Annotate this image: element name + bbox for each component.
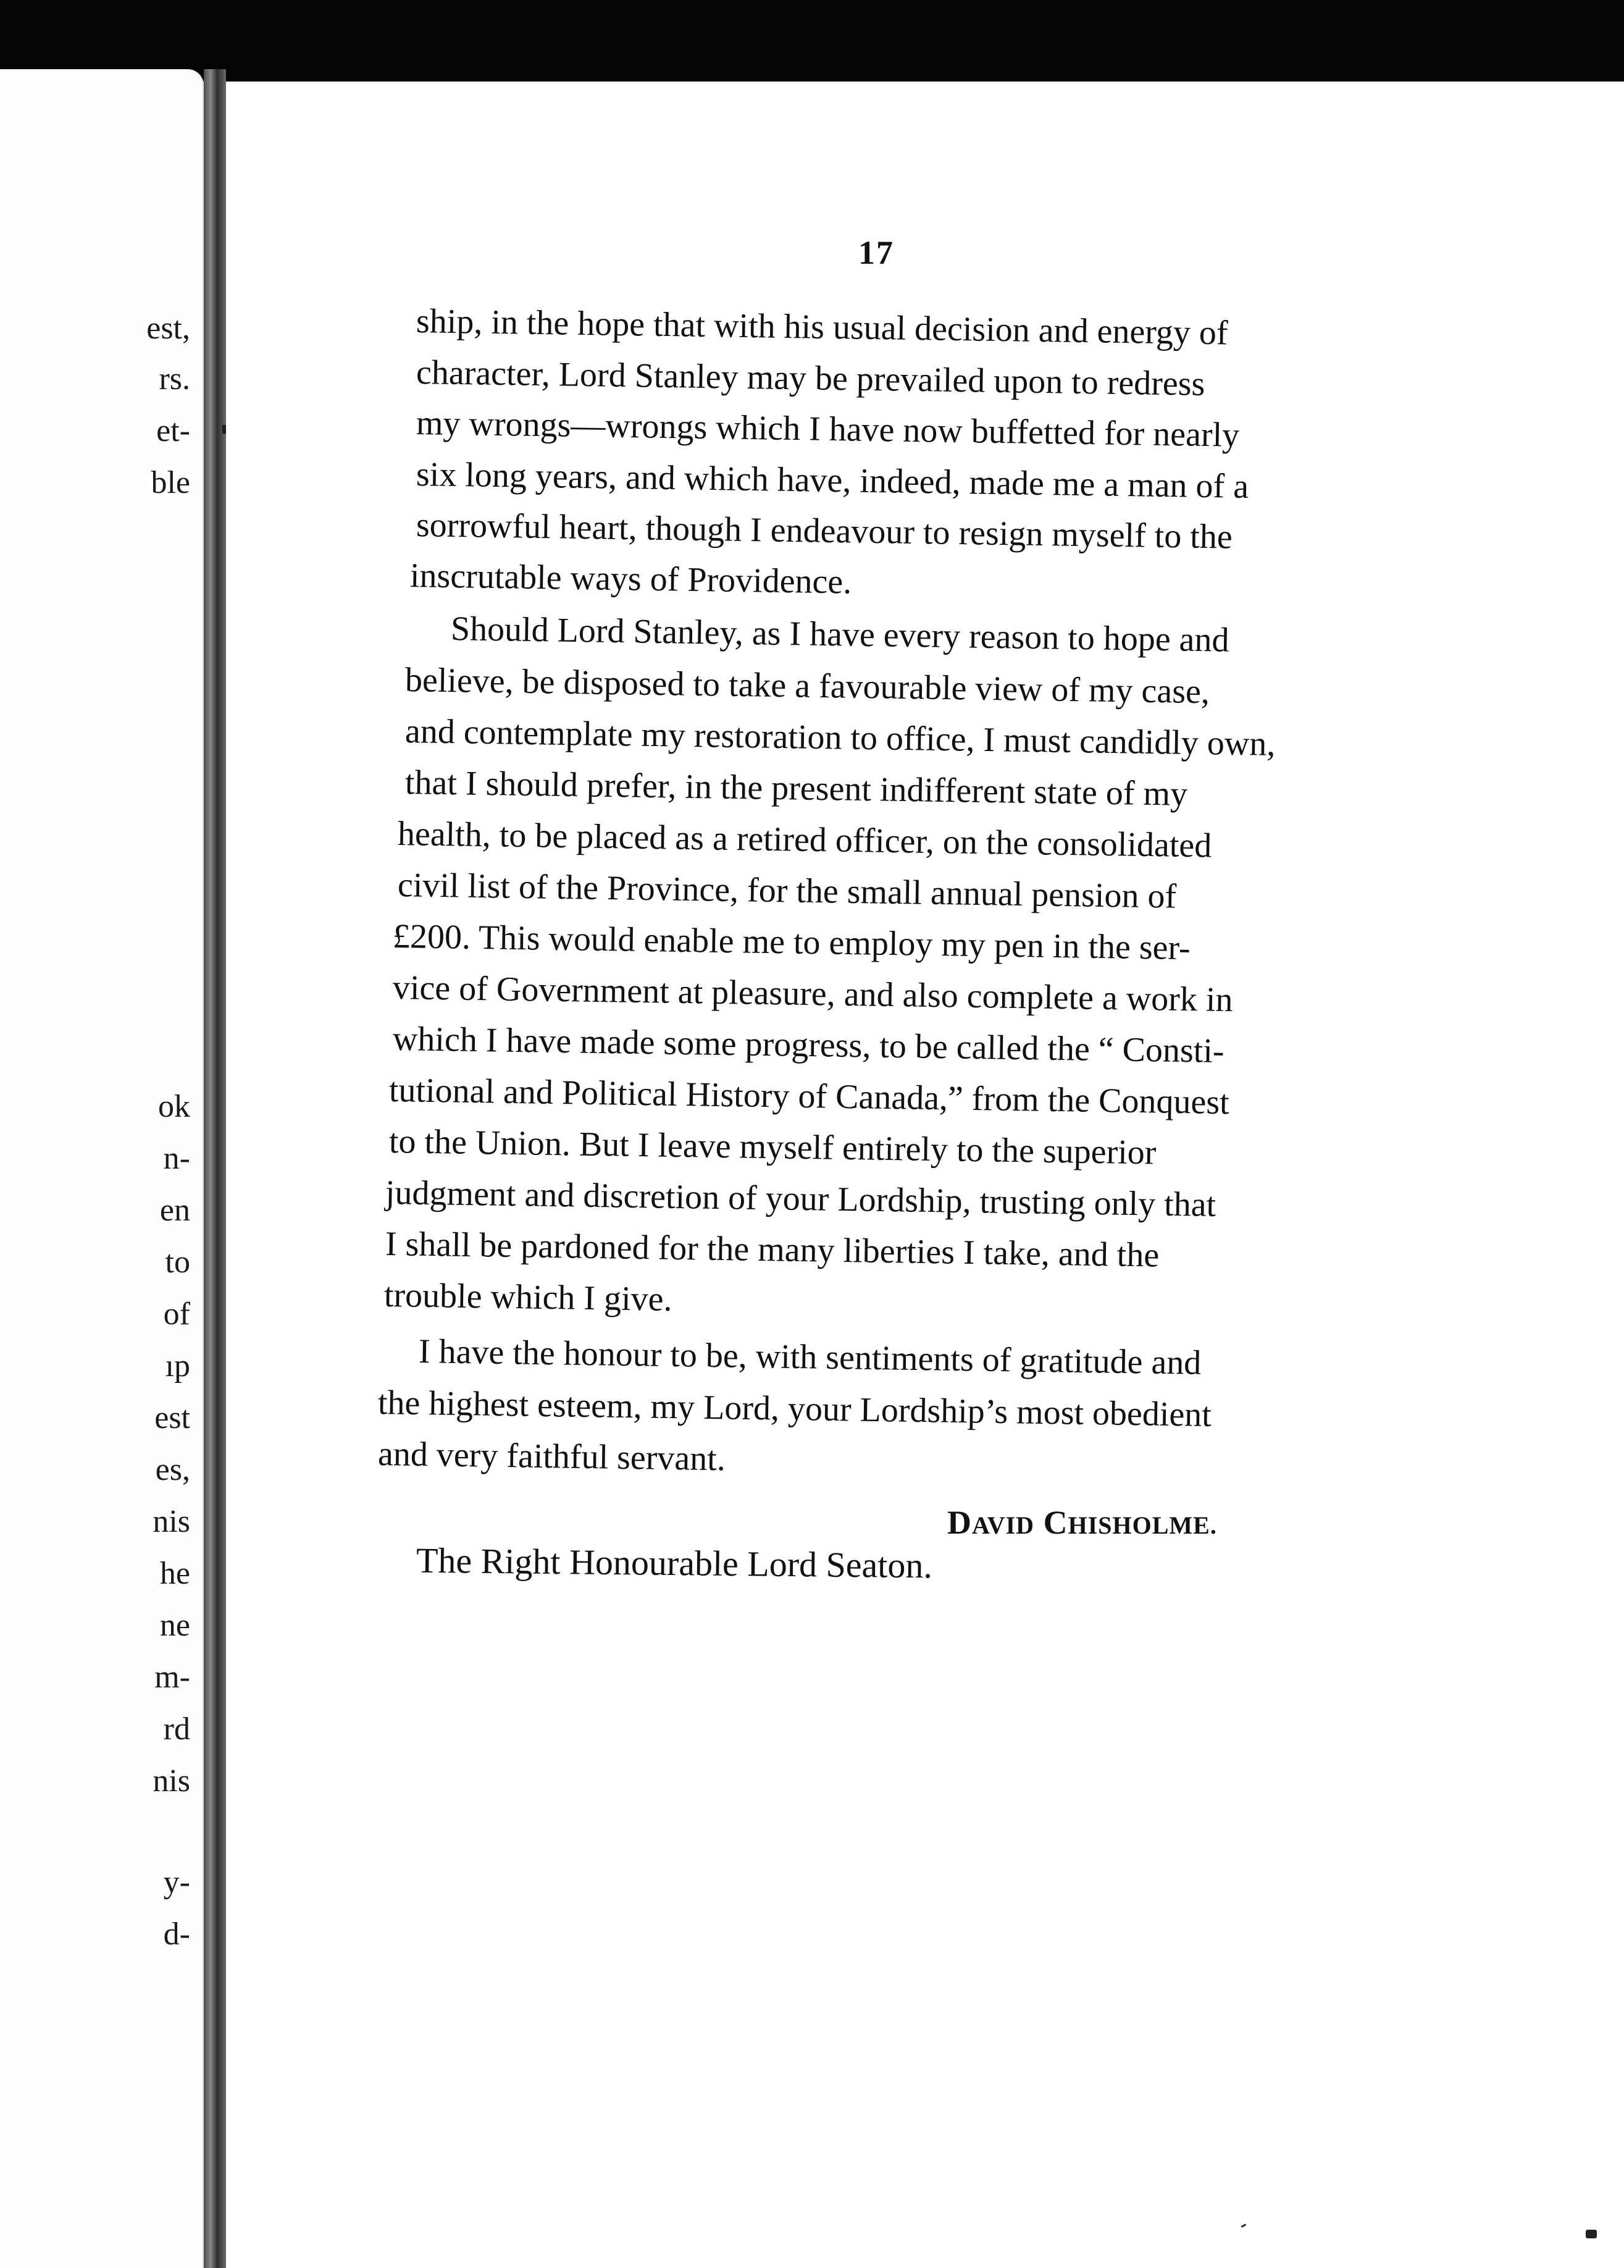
left-page-fragment: es, bbox=[155, 1452, 190, 1487]
left-page-fragment: ne bbox=[159, 1608, 190, 1643]
signature-initial: C bbox=[1043, 1504, 1068, 1541]
left-page-fragment: y- bbox=[163, 1865, 190, 1900]
left-page-fragment: rs. bbox=[159, 361, 190, 397]
left-page-fragment: est, bbox=[146, 311, 190, 346]
text-line: I shall be pardoned for the many liberties I take, and the bbox=[385, 1225, 1160, 1275]
text-line: Should Lord Stanley, as I have every reason to hope and bbox=[450, 610, 1230, 660]
text-line: character, Lord Stanley may be prevailed upon to redress bbox=[416, 353, 1205, 403]
signature bbox=[947, 1503, 1217, 1542]
text-line: to the Union. But I leave myself entirely to the superior bbox=[388, 1122, 1157, 1172]
left-page-fragment: ok bbox=[158, 1089, 190, 1124]
left-page-fragment: n- bbox=[163, 1141, 190, 1176]
left-page-fragment: en bbox=[159, 1193, 190, 1228]
text-line: that I should prefer, in the present indifferent state of my bbox=[404, 763, 1188, 813]
text-line: civil list of the Province, for the small annual pension of bbox=[397, 866, 1177, 916]
left-page-fragment: ble bbox=[151, 465, 190, 500]
text-line: vice of Government at pleasure, and also complete a work in bbox=[392, 968, 1233, 1020]
signature-smallcaps: HISHOLME. bbox=[1068, 1511, 1217, 1539]
text-line: judgment and discretion of your Lordship, trusting only that bbox=[385, 1174, 1216, 1224]
book-gutter bbox=[204, 69, 226, 2268]
addressee-line: The Right Honourable Lord Seaton. bbox=[416, 1540, 933, 1586]
text-line: inscrutable ways of Providence. bbox=[409, 556, 852, 602]
text-line: I have the honour to be, with sentiments of gratitude and bbox=[418, 1332, 1202, 1382]
left-page-fragment: he bbox=[159, 1556, 190, 1591]
left-page-fragment: et- bbox=[156, 413, 190, 448]
text-line: ship, in the hope that with his usual decision and energy of bbox=[416, 302, 1229, 353]
left-page-fragment: of bbox=[163, 1296, 190, 1332]
left-page-fragment: rd bbox=[163, 1712, 190, 1747]
left-page-fragment: to bbox=[165, 1245, 190, 1280]
left-page-fragment: nis bbox=[153, 1504, 190, 1539]
left-page-fragment: d- bbox=[163, 1917, 190, 1952]
text-line: sorrowful heart, though I endeavour to resign myself to the bbox=[416, 506, 1233, 556]
text-line: health, to be placed as a retired officer, on the consolidated bbox=[397, 815, 1212, 865]
signature-smallcaps: AVID bbox=[972, 1511, 1035, 1539]
text-line: the highest esteem, my Lord, your Lordship’s most obedient bbox=[377, 1384, 1212, 1435]
text-line: tutional and Political History of Canada,” from the Conquest bbox=[388, 1071, 1230, 1122]
scan-speck bbox=[1586, 2230, 1597, 2238]
text-line: six long years, and which have, indeed, made me a man of a bbox=[416, 455, 1249, 506]
text-line: and very faithful servant. bbox=[377, 1435, 726, 1479]
text-line: my wrongs—wrongs which I have now buffetted for nearly bbox=[416, 404, 1240, 455]
text-line: and contemplate my restoration to office, I must candidly own, bbox=[404, 712, 1276, 763]
left-facing-page bbox=[0, 69, 204, 2268]
left-page-fragment: ıp bbox=[165, 1348, 190, 1384]
left-page-fragment: m- bbox=[154, 1660, 190, 1695]
text-line: £200. This would enable me to employ my pen in the ser- bbox=[392, 917, 1191, 968]
left-page-fragment: nis bbox=[153, 1763, 190, 1799]
text-line: trouble which I give. bbox=[383, 1276, 672, 1319]
signature-initial: D bbox=[947, 1504, 972, 1541]
left-page-fragment: est bbox=[154, 1400, 190, 1435]
text-line: believe, be disposed to take a favourable view of my case, bbox=[404, 661, 1210, 712]
text-line: which I have made some progress, to be called the “ Consti- bbox=[392, 1020, 1225, 1070]
scan-background bbox=[0, 0, 1624, 82]
page-number: 17 bbox=[858, 234, 894, 271]
